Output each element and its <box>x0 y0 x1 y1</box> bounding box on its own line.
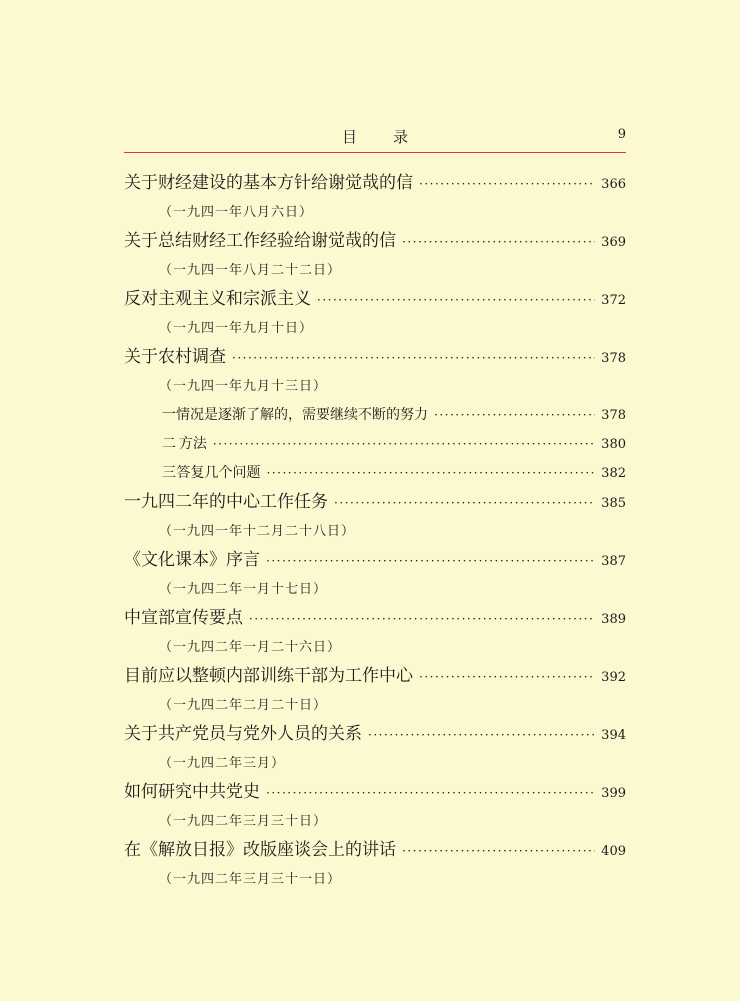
toc-subentry-number: 二 <box>162 436 176 452</box>
dot-leader <box>213 430 595 459</box>
toc-entry-title: 《文化课本》序言 <box>124 550 260 570</box>
dot-leader <box>434 401 595 430</box>
toc-entry-page: 392 <box>601 670 626 685</box>
toc-entry-page: 366 <box>601 177 626 192</box>
toc-entry-page: 372 <box>601 293 626 308</box>
toc-entry-date: （一九四二年一月二十六日） <box>159 640 342 655</box>
toc-entry-title: 反对主观主义和宗派主义 <box>124 289 311 309</box>
toc-entry-page: 387 <box>601 554 626 569</box>
toc-entry-page: 385 <box>601 496 626 511</box>
toc-entry-page: 369 <box>601 235 626 250</box>
toc-entry-page: 399 <box>601 786 626 801</box>
toc-subentry[interactable] <box>124 430 626 459</box>
toc-entry-title: 关于总结财经工作经验给谢觉哉的信 <box>124 231 396 251</box>
dot-leader <box>266 779 595 808</box>
toc-entry[interactable] <box>124 169 626 198</box>
toc-entry-page: 389 <box>601 612 626 627</box>
toc-subentry-number: 一 <box>162 407 176 423</box>
dot-leader <box>317 286 595 315</box>
toc-entry-date: （一九四一年八月六日） <box>159 205 314 220</box>
dot-leader <box>419 663 595 692</box>
toc-subentry[interactable] <box>124 459 626 488</box>
toc-entry-date: （一九四二年一月十七日） <box>159 582 328 597</box>
toc-entry-date: （一九四二年三月） <box>159 756 286 771</box>
toc-entry-page: 378 <box>601 351 626 366</box>
toc-entry-title: 如何研究中共党史 <box>124 782 260 802</box>
dot-leader <box>232 344 595 373</box>
toc-subentry-title: 情况是逐渐了解的，需要继续不断的努力 <box>176 407 428 423</box>
dot-leader <box>419 170 595 199</box>
dot-leader <box>402 228 595 257</box>
dot-leader <box>249 605 595 634</box>
toc-entry-date: （一九四二年三月三十日） <box>159 814 328 829</box>
dot-leader <box>267 459 596 488</box>
toc-entry[interactable] <box>124 546 626 575</box>
toc-entry-title: 关于共产党员与党外人员的关系 <box>124 724 362 744</box>
dot-leader <box>266 547 595 576</box>
toc-subentry-page: 382 <box>601 466 626 481</box>
toc-entry-date: （一九四二年三月三十一日） <box>159 872 342 887</box>
dot-leader <box>368 721 595 750</box>
toc-entry-date: （一九四一年八月二十二日） <box>159 263 342 278</box>
toc-subentry-page: 380 <box>601 437 626 452</box>
toc-entry[interactable] <box>124 488 626 517</box>
toc-entry-page: 409 <box>601 844 626 859</box>
toc-entry[interactable] <box>124 778 626 807</box>
toc-subentry-title: 方法 <box>178 436 207 452</box>
toc-entry-title: 一九四二年的中心工作任务 <box>124 492 328 512</box>
running-header <box>124 126 626 152</box>
toc-subentry-page: 378 <box>601 408 626 423</box>
toc-entry-title: 目前应以整顿内部训练干部为工作中心 <box>124 666 413 686</box>
toc-entry-date: （一九四一年九月十日） <box>159 321 314 336</box>
toc-entry[interactable] <box>124 836 626 865</box>
toc-entry[interactable] <box>124 285 626 314</box>
toc-entry-date: （一九四二年二月二十日） <box>159 698 328 713</box>
header-rule <box>124 152 626 153</box>
dot-leader <box>402 837 595 866</box>
toc-subentry-title: 答复几个问题 <box>176 465 261 481</box>
toc-entry-title: 在《解放日报》改版座谈会上的讲话 <box>124 840 396 860</box>
toc-entry-title: 关于财经建设的基本方针给谢觉哉的信 <box>124 173 413 193</box>
toc-entry-date: （一九四一年九月十三日） <box>159 379 328 394</box>
toc-entry[interactable] <box>124 604 626 633</box>
dot-leader <box>334 489 595 518</box>
toc-entry[interactable] <box>124 662 626 691</box>
toc-entry-date: （一九四一年十二月二十八日） <box>159 524 356 539</box>
toc-entry-title: 中宣部宣传要点 <box>124 608 243 628</box>
toc-entry-page: 394 <box>601 728 626 743</box>
toc-subentry[interactable] <box>124 401 626 430</box>
table-of-contents <box>124 169 626 894</box>
toc-entry-title: 关于农村调查 <box>124 347 226 367</box>
toc-entry[interactable] <box>124 227 626 256</box>
toc-entry[interactable] <box>124 343 626 372</box>
toc-entry[interactable] <box>124 720 626 749</box>
toc-subentry-number: 三 <box>162 465 176 481</box>
page-title: 目录 <box>341 128 444 146</box>
header-page-number: 9 <box>617 127 626 142</box>
